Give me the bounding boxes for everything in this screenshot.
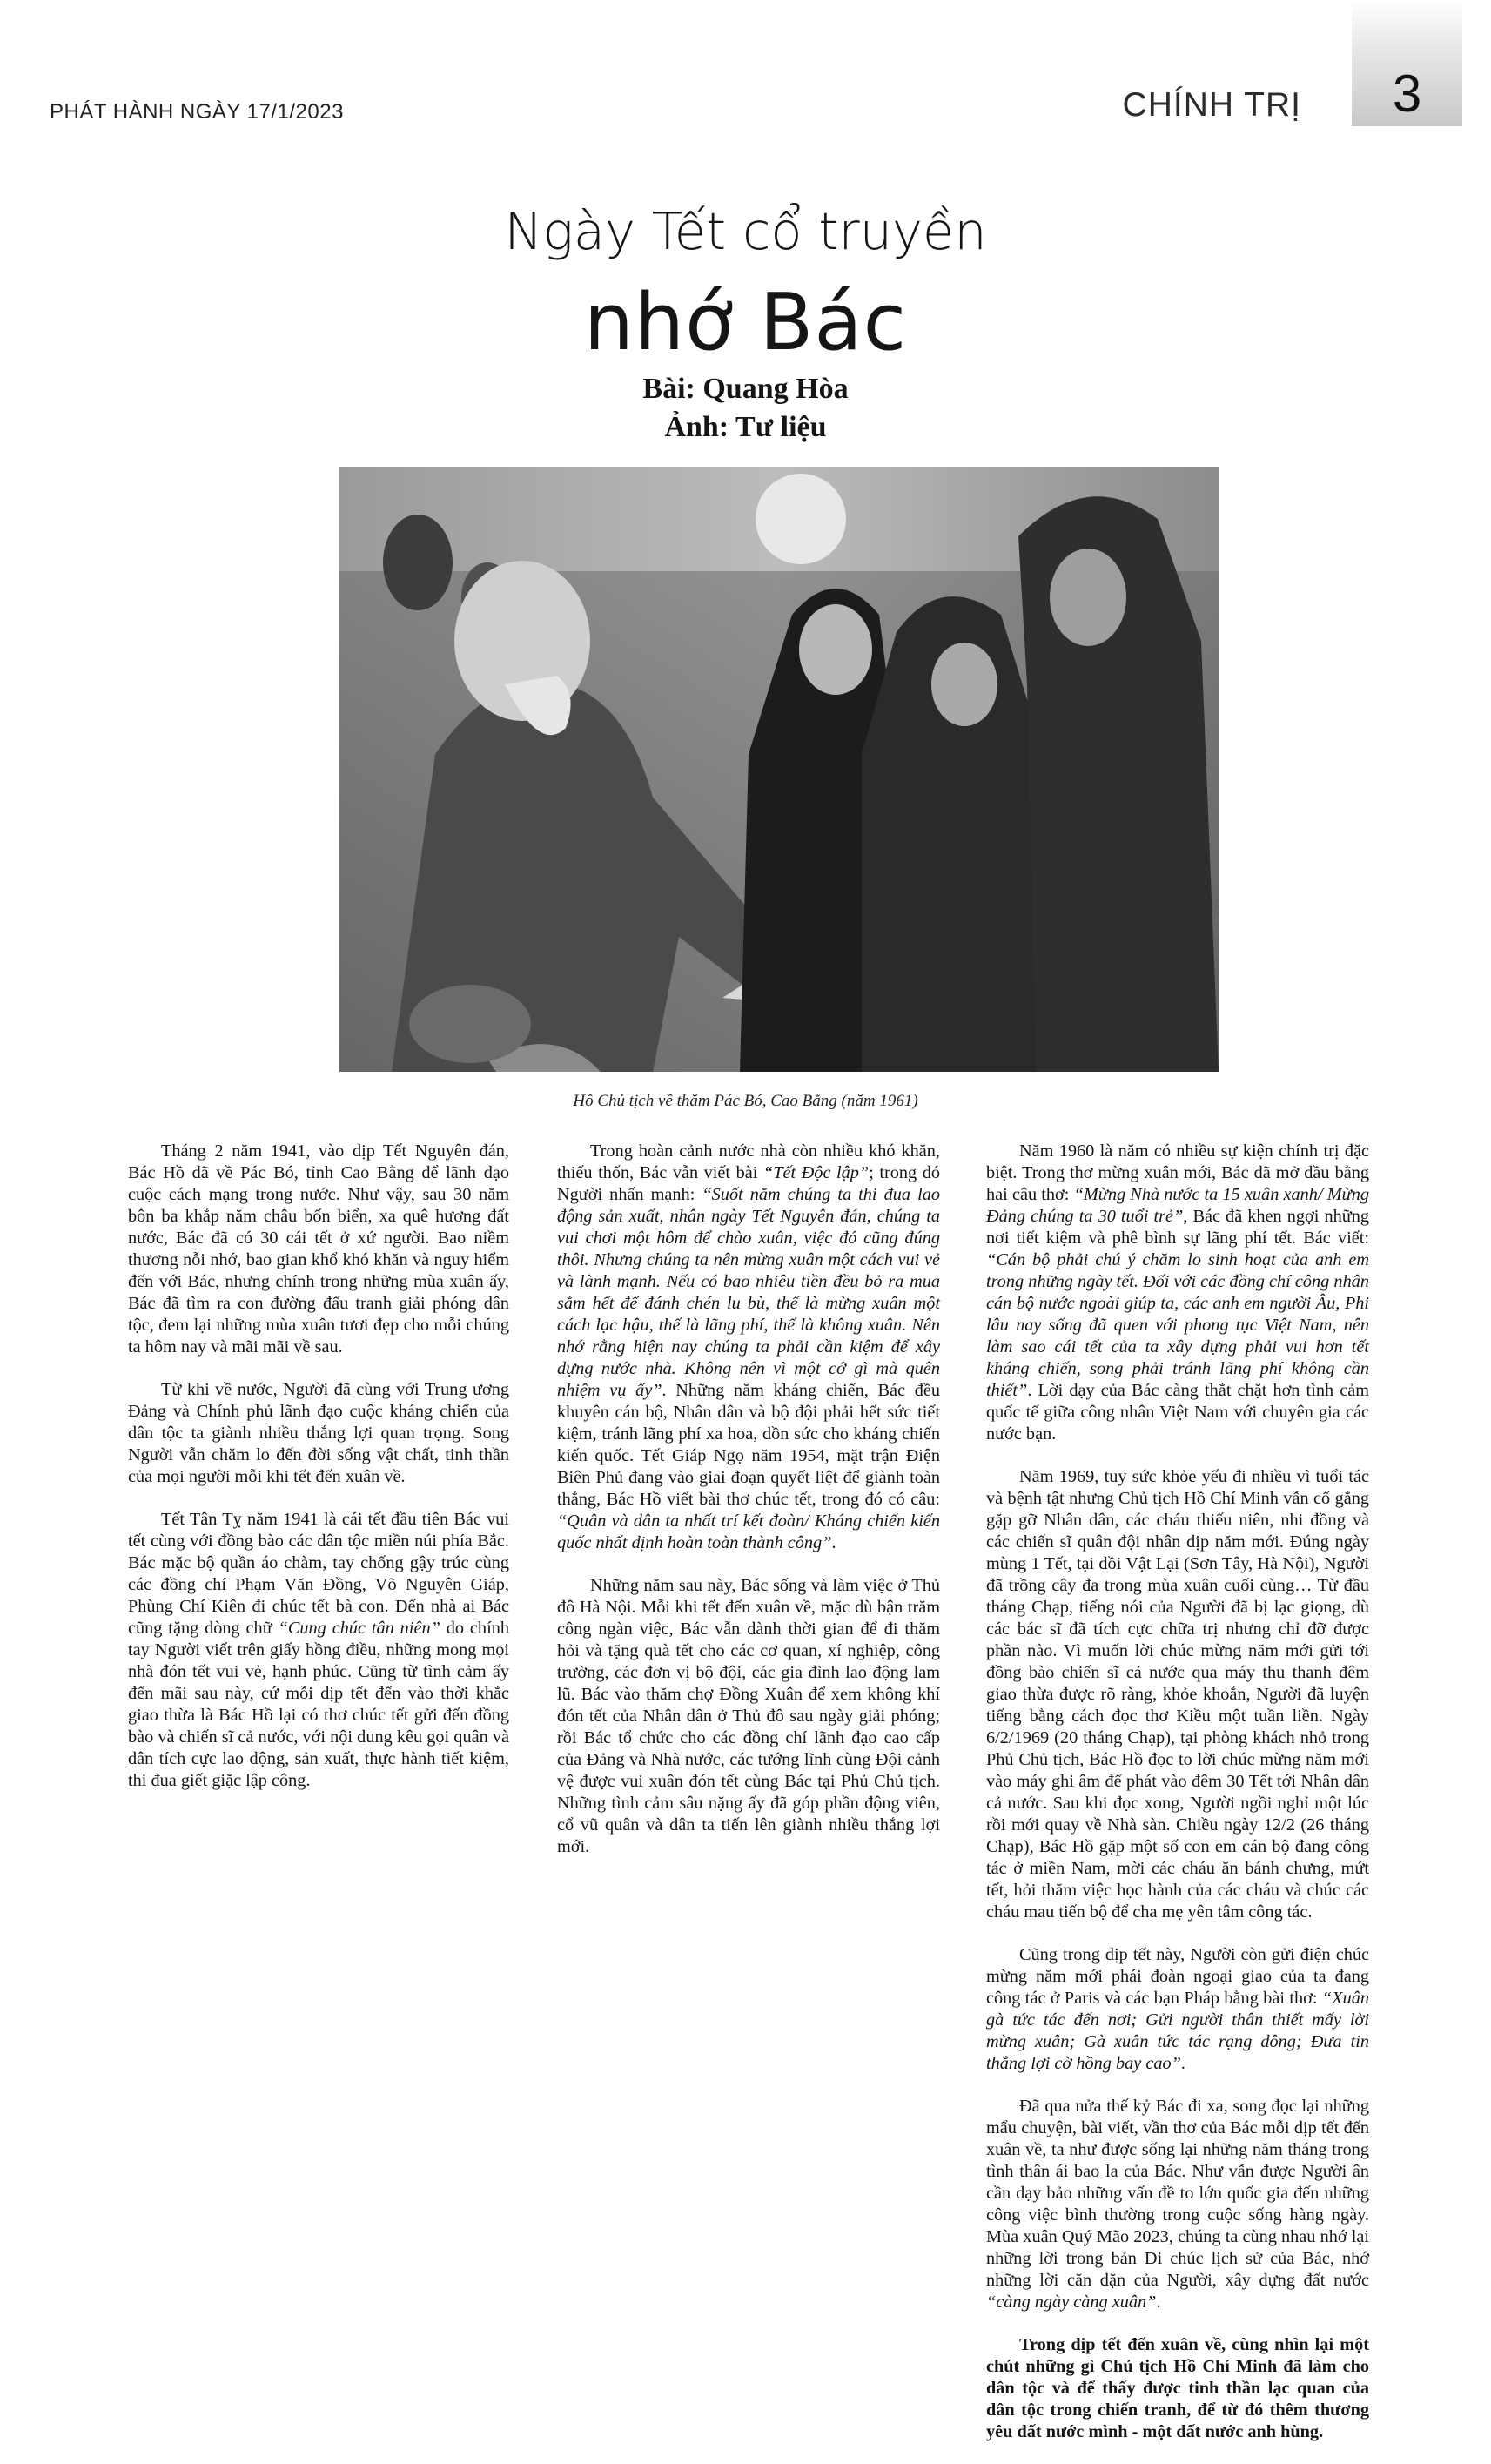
quote-run: “Cung chúc tân niên” bbox=[278, 1619, 440, 1638]
article-title-line2: nhớ Bác bbox=[583, 277, 908, 368]
author-byline: Bài: Quang Hòa bbox=[642, 373, 849, 405]
text-run: Trong hoàn cảnh nước nhà còn nhiều khó khăn, thiếu thốn, Bác vẫn viết bài bbox=[557, 1141, 940, 1182]
article-column-3 bbox=[986, 1141, 1369, 2464]
body-paragraph: Trong hoàn cảnh nước nhà còn nhiều khó khăn, thiếu thốn, Bác vẫn viết bài “Tết Độc lập”; trong đó Người nhấn mạnh: “Suốt năm chúng ta thi đua lao động sản xuất, nhân ngày Tết Nguyên đán, chúng ta vui chơi một hôm để chào xuân, việc đó cũng đúng thôi. Nhưng chúng ta nên mừng xuân một cách vui vẻ và lành mạnh. Nếu có bao nhiêu tiền đều bỏ ra mua sắm hết để đánh chén lu bù, thế là mừng xuân một cách lạc hậu, thế là lãng phí, thế là không xuân. Nên nhớ rằng hiện nay chúng ta phải cần kiệm để xây dựng nước nhà. Không nên vì một cớ gì mà quên nhiệm vụ ấy”. Những năm kháng chiến, Bác đều khuyên cán bộ, Nhân dân và bộ đội phải hết sức tiết kiệm, tránh lãng phí xa hoa, dồn sức cho kháng chiến kiến quốc. Tết Giáp Ngọ năm 1954, mặt trận Điện Biên Phủ đang vào giai đoạn quyết liệt để giành toàn thắng, Bác Hồ viết bài thơ chúc tết, trong đó có câu: “Quân và dân ta nhất trí kết đoàn/ Kháng chiến kiến quốc nhất định hoàn toàn thành công”. bbox=[557, 1141, 940, 1552]
article-photo bbox=[339, 467, 1219, 1072]
page-number: 3 bbox=[1392, 64, 1422, 123]
quote-run: “Tết Độc lập” bbox=[762, 1163, 870, 1182]
text-run: Tết Tân Tỵ năm 1941 là cái tết đầu tiên Bác vui tết cùng với đồng bào các dân tộc miền núi phía Bắc. Bác mặc bộ quần áo chàm, tay chống gậy trúc cùng các đồng chí Phạm Văn Đồng, Võ Nguyên Giáp, Phùng Chí Kiên đi chúc tết bà con. Đến nhà ai Bác cũng tặng dòng chữ bbox=[128, 1510, 509, 1638]
photo-caption: Hồ Chủ tịch về thăm Pác Bó, Cao Bằng (năm 1961) bbox=[573, 1092, 918, 1110]
quote-run: “Quân và dân ta nhất trí kết đoàn/ Kháng chiến kiến quốc nhất định hoàn toàn thành công” bbox=[557, 1511, 940, 1552]
article-column-1 bbox=[128, 1141, 509, 1813]
body-paragraph bbox=[986, 1141, 1369, 1445]
text-run: . Những năm kháng chiến, Bác đều khuyên cán bộ, Nhân dân và bộ đội phải hết sức tiết kiệm, tránh lãng phí xa hoa, dồn sức cho kháng chiến kiến quốc. Tết Giáp Ngọ năm 1954, mặt trận Điện Biên Phủ đang vào giai đoạn quyết liệt để giành toàn thắng, Bác Hồ viết bài thơ chúc tết, trong đó có câu: bbox=[557, 1381, 940, 1509]
quote-run: “Mừng Nhà nước ta 15 xuân xanh/ Mừng Đảng chúng ta 30 tuổi trẻ” bbox=[986, 1185, 1369, 1226]
article-column-2 bbox=[557, 1141, 940, 1879]
body-paragraph: Những năm sau này, Bác sống và làm việc ở Thủ đô Hà Nội. Mỗi khi tết đến xuân về, mặc dù bận trăm công ngàn việc, Bác vẫn dành thời gian để đi thăm hỏi và tặng quà tết cho các cơ quan, xí nghiệp, công trường, các đơn vị bộ đội, các gia đình lao động lam lũ. Bác vào thăm chợ Đồng Xuân để xem không khí đón tết của Nhân dân ở Thủ đô sau ngày giải phóng; rồi Bác tổ chức cho các đồng chí lãnh đạo cao cấp của Đảng và Nhà nước, các tướng lĩnh cùng Đội cảnh vệ được vui xuân đón tết cùng Bác tại Phủ Chủ tịch. Những tình cảm sâu nặng ấy đã góp phần động viên, cổ vũ quân và dân ta tiến lên giành nhiều thắng lợi mới. bbox=[557, 1576, 940, 1856]
body-paragraph: Năm 1969, tuy sức khỏe yếu đi nhiều vì tuổi tác và bệnh tật nhưng Chủ tịch Hồ Chí Minh vẫn cố gắng gặp gỡ Nhân dân, các cháu thiếu niên, nhi đồng và các chiến sĩ quân đội nhân dịp năm mới. Đúng ngày mùng 1 Tết, tại đồi Vật Lại (Sơn Tây, Hà Nội), Người đã trồng cây đa trong mùa xuân cuối cùng… Từ đầu tháng Chạp, tiếng nói của Người đã bị lạc giọng, dù các bác sĩ đã tích cực chữa trị nhưng chỉ đỡ được phần nào. Vì muốn lời chúc mừng năm mới gửi tới đồng bào chiến sĩ cả nước qua máy thu thanh đêm giao thừa được rõ ràng, khỏe khoắn, Người đã luyện tiếng bằng cách đọc thơ Kiều một tuần liền. Ngày 6/2/1969 (20 tháng Chạp), tại phòng khách nhỏ trong Phủ Chủ tịch, Bác Hồ đọc to lời chúc mừng năm mới vào máy ghi âm để phát vào đêm 30 Tết tới Nhân dân cả nước. Sau khi đọc xong, Người ngồi nghỉ một lúc rồi mới quay về Nhà sàn. Chiều ngày 12/2 (26 tháng Chạp), Bác Hồ gặp một số con em cán bộ đang công tác ở miền Nam, mời các cháu ăn bánh chưng, mứt tết, hỏi thăm việc học hành của các cháu và chúc các cháu mau tiến bộ để cha mẹ yên tâm công tác. bbox=[986, 1467, 1369, 1922]
lead-paragraph: Trong dịp tết đến xuân về, cùng nhìn lại một chút những gì Chủ tịch Hồ Chí Minh đã làm cho dân tộc và để thấy được tinh thần lạc quan của dân tộc trong chiến tranh, để từ đó thêm thương yêu đất nước mình - một đất nước anh hùng. bbox=[986, 2335, 1369, 2441]
text-run: do chính tay Người viết trên giấy hồng điều, những mong mọi nhà đón tết vui vẻ, hạnh phúc. Cũng từ tình cảm ấy đến mãi sau này, cứ mỗi dịp tết đến vào thời khắc giao thừa là Bác Hồ lại có thơ chúc tết gửi đến đồng bào và chiến sĩ cả nước, với nội dung kêu gọi quân và dân tích cực lao động, sản xuất, thực hành tiết kiệm, thi đua giết giặc lập công. bbox=[128, 1619, 509, 1790]
issue-date: PHÁT HÀNH NGÀY 17/1/2023 bbox=[50, 100, 344, 124]
text-run: , Bác đã khen ngợi những nơi tiết kiệm và phê bình sự lãng phí tết. Bác viết: bbox=[986, 1207, 1369, 1248]
text-run: Cũng trong dịp tết này, Người còn gửi điện chúc mừng năm mới phái đoàn ngoại giao của ta đang công tác ở Paris và các bạn Pháp bằng bài thơ: bbox=[986, 1945, 1369, 2008]
text-run: Đã qua nửa thế kỷ Bác đi xa, song đọc lại những mẩu chuyện, bài viết, vần thơ của Bác mỗi dịp tết đến xuân về, ta như được sống lại những năm tháng trong tình thân ái bao la của Bác. Như vẫn được Người ân cần dạy bảo những vấn đề to lớn quốc gia đến những công việc bình thường trong cuộc sống hàng ngày. Mùa xuân Quý Mão 2023, chúng ta cùng nhau nhớ lại những lời trong bản Di chúc lịch sử của Bác, nhớ những lời căn dặn của Người, xây dựng đất nước bbox=[986, 2097, 1369, 2290]
body-paragraph: Đã qua nửa thế kỷ Bác đi xa, song đọc lại những mẩu chuyện, bài viết, vần thơ của Bác mỗi dịp tết đến xuân về, ta như được sống lại những năm tháng trong tình thân ái bao la của Bác. Như vẫn được Người ân cần dạy bảo những vấn đề to lớn quốc gia đến những công việc bình thường trong cuộc sống hàng ngày. Mùa xuân Quý Mão 2023, chúng ta cùng nhau nhớ lại những lời trong bản Di chúc lịch sử của Bác, nhớ những lời căn dặn của Người, xây dựng đất nước “càng ngày càng xuân”. bbox=[986, 2097, 1369, 2312]
quote-run: “Cán bộ phải chú ý chăm lo sinh hoạt của anh em trong những ngày tết. Đối với các đồng chí công nhân cán bộ nước ngoài giúp ta, các anh em người Âu, Phi lâu nay sống đã quen với phong tục Việt Nam, nên làm sao cái tết của ta xây dựng phải vui hơn tết kháng chiến, song phải tránh lãng phí không cần thiết” bbox=[986, 1250, 1369, 1400]
text-run: Năm 1960 là năm có nhiều sự kiện chính trị đặc biệt. Trong thơ mừng xuân mới, Bác đã mở đầu bằng hai câu thơ: bbox=[986, 1141, 1369, 1204]
quote-run: “Suốt năm chúng ta thi đua lao động sản xuất, nhân ngày Tết Nguyên đán, chúng ta vui chơi một hôm để chào xuân, việc đó cũng đúng thôi. Nhưng chúng ta nên mừng xuân một cách vui vẻ và lành mạnh. Nếu có bao nhiêu tiền đều bỏ ra mua sắm hết để đánh chén lu bù, thế là mừng xuân một cách lạc hậu, thế là lãng phí, thế là không xuân. Nên nhớ rằng hiện nay chúng ta phải cần kiệm để xây dựng nước nhà. Không nên vì một cớ gì mà quên nhiệm vụ ấy” bbox=[557, 1185, 940, 1400]
body-paragraph: Cũng trong dịp tết này, Người còn gửi điện chúc mừng năm mới phái đoàn ngoại giao của ta đang công tác ở Paris và các bạn Pháp bằng bài thơ: “Xuân gà tức tác đến nơi; Gửi người thân thiết mấy lời mừng xuân; Gà xuân tức tác rạng đông; Đưa tin thắng lợi cờ hồng bay cao”. bbox=[986, 1945, 1369, 2073]
body-paragraph: Tháng 2 năm 1941, vào dịp Tết Nguyên đán, Bác Hồ đã về Pác Bó, tỉnh Cao Bằng để lãnh đạo cuộc cách mạng trong nước. Như vậy, sau 30 năm bôn ba khắp năm châu bốn biển, xa quê hương đất nước, Bác đã có 30 cái tết ở xứ người. Bao niềm thương nỗi nhớ, bao gian khổ khó khăn và nguy hiểm đến với Bác, nhưng chính trong những mùa xuân ấy, Bác đã tìm ra con đường đấu tranh giải phóng dân tộc, đem lại những mùa xuân tươi đẹp cho mỗi chúng ta hôm nay và mãi mãi về sau. bbox=[128, 1141, 509, 1357]
text-run: ; trong đó Người nhấn mạnh: bbox=[557, 1163, 940, 1204]
body-paragraph bbox=[128, 1509, 509, 1792]
article-title-line1: Ngày Tết cổ truyền bbox=[504, 201, 987, 261]
photo-credit: Ảnh: Tư liệu bbox=[664, 411, 827, 443]
body-paragraph: Từ khi về nước, Người đã cùng với Trung ương Đảng và Chính phủ lãnh đạo cuộc kháng chiến của dân tộc ta giành nhiều thắng lợi quan trọng. Song Người vẫn chăm lo đến đời sống vật chất, tinh thần của mọi người mỗi khi tết đến xuân về. bbox=[128, 1380, 509, 1486]
quote-run: “Xuân gà tức tác đến nơi; Gửi người thân thiết mấy lời mừng xuân; Gà xuân tức tác rạng đông; Đưa tin thắng lợi cờ hồng bay cao” bbox=[986, 1989, 1369, 2073]
quote-run: “càng ngày càng xuân” bbox=[986, 2292, 1157, 2312]
text-run: . Lời dạy của Bác càng thắt chặt hơn tình cảm quốc tế giữa công nhân Việt Nam với chuyên gia các nước bạn. bbox=[986, 1381, 1369, 1444]
section-label: CHÍNH TRỊ bbox=[1122, 86, 1301, 124]
